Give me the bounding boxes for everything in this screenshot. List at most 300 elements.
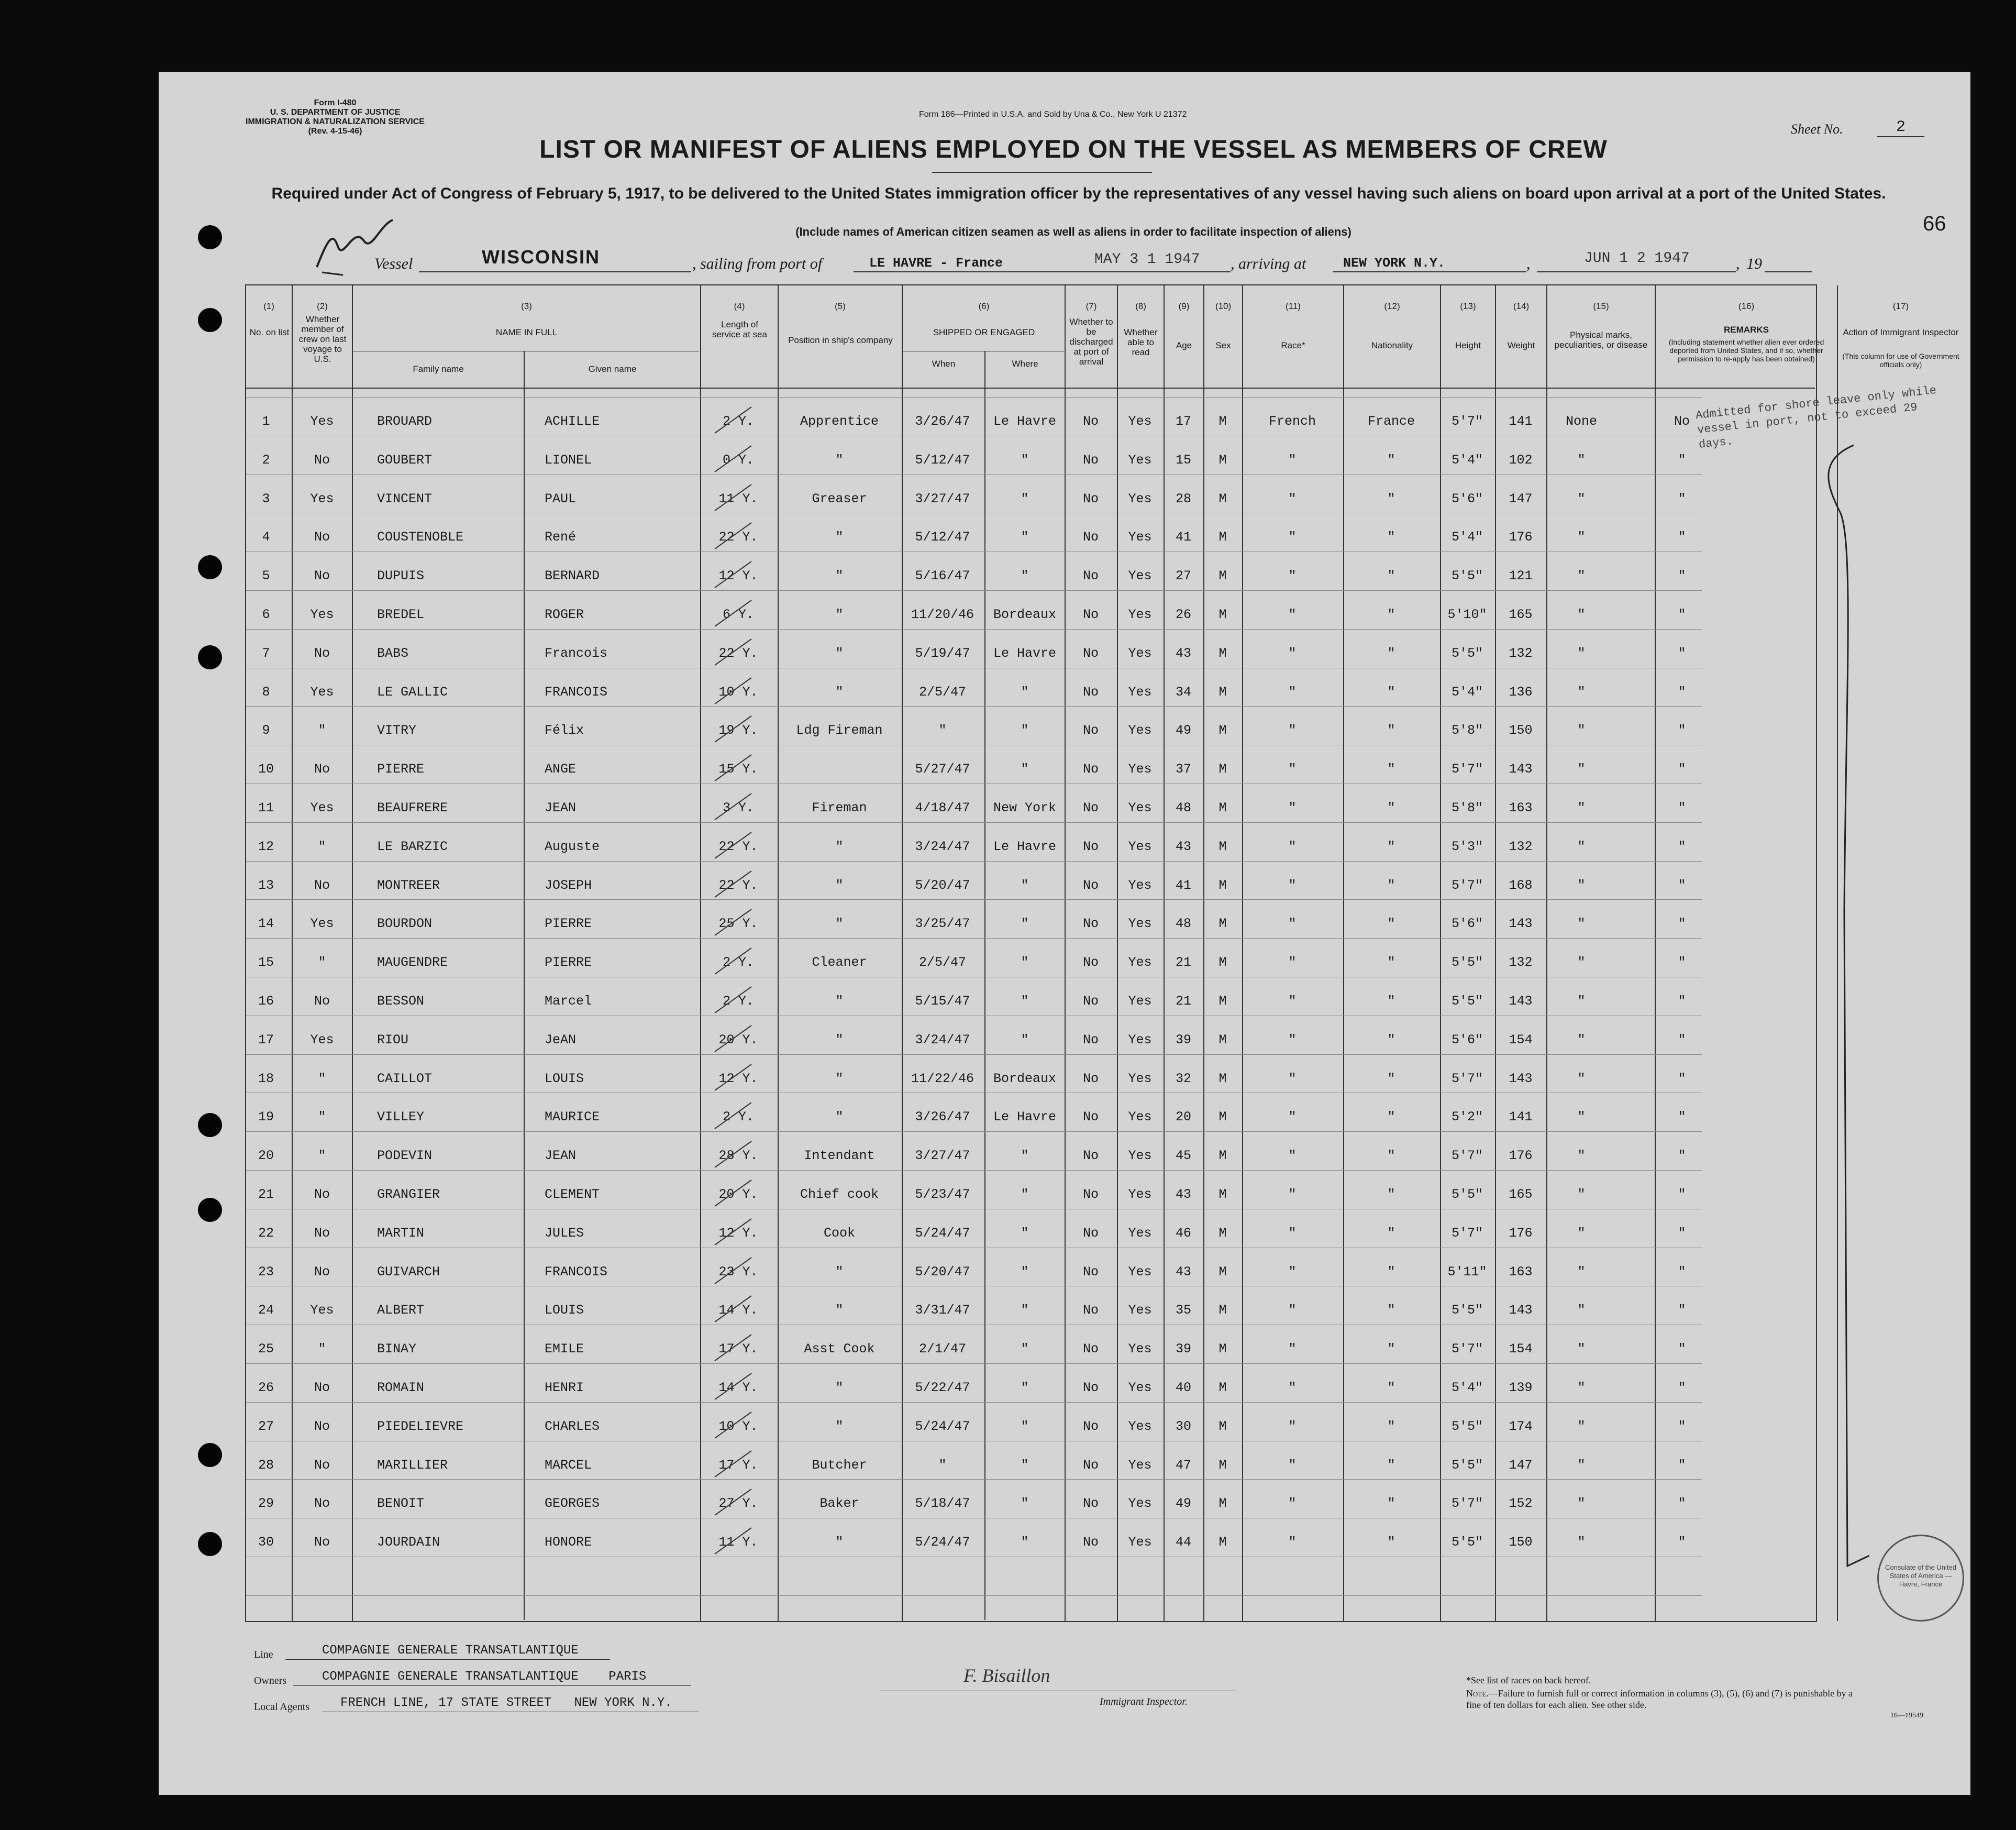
cell-position: Greaser xyxy=(812,491,867,506)
cell-discharged: No xyxy=(1082,1032,1099,1048)
cell-sex: M xyxy=(1219,568,1227,584)
cell-family-name: MONTREER xyxy=(377,877,440,893)
cell-discharged: No xyxy=(1082,1264,1099,1280)
cell-remarks: " xyxy=(1678,645,1686,661)
cell-position: " xyxy=(835,568,844,584)
cell-discharged: No xyxy=(1082,994,1099,1009)
cell-service-length: 20 Y. xyxy=(718,1032,758,1048)
col-1-num: (1) xyxy=(263,301,274,311)
col-6-header: SHIPPED OR ENGAGED xyxy=(933,327,1035,337)
cell-physical-marks: " xyxy=(1577,1032,1586,1048)
cell-can-read: Yes xyxy=(1128,414,1152,429)
cell-nationality: " xyxy=(1387,762,1395,777)
cell-remarks: " xyxy=(1678,1032,1686,1048)
cell-position: Fireman xyxy=(812,800,867,815)
cell-row-number: 29 xyxy=(258,1496,274,1512)
cell-sex: M xyxy=(1219,1341,1227,1357)
service: IMMIGRATION & NATURALIZATION SERVICE xyxy=(246,117,425,126)
cell-row-number: 30 xyxy=(258,1535,274,1550)
row-rule xyxy=(246,1402,1702,1403)
cell-nationality: " xyxy=(1387,568,1395,584)
cell-shipped-where: Le Havre xyxy=(993,645,1057,661)
cell-sex: M xyxy=(1219,955,1227,971)
cell-service-length: 2 Y. xyxy=(722,1109,754,1125)
cell-height: 5'2" xyxy=(1451,1109,1483,1125)
cell-race: " xyxy=(1288,1225,1297,1241)
cell-shipped-when: 5/24/47 xyxy=(915,1225,970,1241)
cell-remarks: " xyxy=(1678,955,1686,971)
row-rule xyxy=(246,397,1702,398)
cell-sex: M xyxy=(1219,762,1227,777)
cell-discharged: No xyxy=(1082,491,1099,506)
form-header-block xyxy=(220,98,450,136)
cell-given-name: LOUIS xyxy=(545,1071,584,1086)
cell-shipped-where: " xyxy=(1021,1418,1029,1434)
col-13-num: (13) xyxy=(1460,301,1476,311)
cell-physical-marks: " xyxy=(1577,1148,1586,1164)
cell-prev-voyage: " xyxy=(318,1341,326,1357)
cell-row-number: 17 xyxy=(258,1032,274,1048)
cell-weight: 165 xyxy=(1509,607,1533,622)
cell-remarks: " xyxy=(1678,568,1686,584)
col-11-num: (11) xyxy=(1286,301,1301,311)
cell-sex: M xyxy=(1219,1535,1227,1550)
cell-nationality: " xyxy=(1387,684,1395,700)
cell-prev-voyage: No xyxy=(314,1418,330,1434)
line-underline xyxy=(285,1659,610,1660)
cell-age: 30 xyxy=(1175,1418,1191,1434)
cell-row-number: 14 xyxy=(258,916,274,932)
cell-remarks: " xyxy=(1678,1457,1686,1473)
penalty-note xyxy=(1466,1688,1864,1711)
cell-age: 20 xyxy=(1175,1109,1191,1125)
cell-given-name: BERNARD xyxy=(545,568,600,584)
service-check-mark xyxy=(712,404,754,436)
cell-discharged: No xyxy=(1082,1225,1099,1241)
cell-height: 5'6" xyxy=(1451,1032,1483,1048)
cell-given-name: Auguste xyxy=(545,839,600,854)
cell-row-number: 8 xyxy=(262,684,270,700)
cell-given-name: PIERRE xyxy=(545,955,592,971)
comma: , xyxy=(1736,255,1740,272)
cell-service-length: 22 Y. xyxy=(718,839,758,854)
cell-shipped-when: 5/22/47 xyxy=(915,1380,970,1395)
cell-given-name: ACHILLE xyxy=(545,414,600,429)
cell-shipped-when: 2/5/47 xyxy=(918,955,966,971)
cell-physical-marks: " xyxy=(1577,1496,1586,1512)
cell-can-read: Yes xyxy=(1128,839,1152,854)
cell-age: 41 xyxy=(1175,530,1191,545)
col-5-header: Position in ship's company xyxy=(788,335,893,345)
cell-can-read: Yes xyxy=(1128,916,1152,932)
col-16-header: REMARKS xyxy=(1724,325,1769,335)
cell-family-name: BEAUFRERE xyxy=(377,800,448,815)
cell-family-name: VILLEY xyxy=(377,1109,425,1125)
cell-race: " xyxy=(1288,684,1297,700)
col-17-note: (This column for use of Government officials only) xyxy=(1842,352,1959,369)
cell-shipped-where: " xyxy=(1021,1496,1029,1512)
row-rule xyxy=(246,899,1702,900)
cell-service-length: 15 Y. xyxy=(718,762,758,777)
service-check-mark xyxy=(712,945,754,977)
cell-can-read: Yes xyxy=(1128,1535,1152,1550)
cell-prev-voyage: No xyxy=(314,1264,330,1280)
cell-family-name: RIOU xyxy=(377,1032,409,1048)
cell-shipped-where: " xyxy=(1021,1303,1029,1318)
cell-height: 5'5" xyxy=(1451,994,1483,1009)
cell-can-read: Yes xyxy=(1128,684,1152,700)
cell-sex: M xyxy=(1219,1264,1227,1280)
cell-race: " xyxy=(1288,1148,1297,1164)
cell-can-read: Yes xyxy=(1128,568,1152,584)
service-check-mark xyxy=(712,482,754,513)
cell-prev-voyage: No xyxy=(314,1457,330,1473)
cell-shipped-where: " xyxy=(1021,723,1029,738)
seal-text: Consulate of the United States of America — Havre, France xyxy=(1885,1563,1956,1588)
cell-discharged: No xyxy=(1082,1341,1099,1357)
cell-prev-voyage: No xyxy=(314,1496,330,1512)
cell-shipped-where: " xyxy=(1021,994,1029,1009)
cell-family-name: BINAY xyxy=(377,1341,417,1357)
cell-weight: 102 xyxy=(1509,452,1533,468)
form-number: Form I-480 xyxy=(314,98,357,107)
cell-row-number: 15 xyxy=(258,955,274,971)
cell-prev-voyage: No xyxy=(314,452,330,468)
cell-height: 5'7" xyxy=(1451,1071,1483,1086)
service-check-mark xyxy=(712,1371,754,1402)
cell-shipped-when: 5/19/47 xyxy=(915,645,970,661)
cell-age: 49 xyxy=(1175,723,1191,738)
cell-prev-voyage: Yes xyxy=(310,1032,334,1048)
cell-height: 5'10" xyxy=(1447,607,1487,622)
cell-position: Apprentice xyxy=(800,414,879,429)
cell-row-number: 16 xyxy=(258,994,274,1009)
cell-age: 39 xyxy=(1175,1341,1191,1357)
cell-height: 5'3" xyxy=(1451,839,1483,854)
cell-sex: M xyxy=(1219,1148,1227,1164)
cell-race: " xyxy=(1288,1535,1297,1550)
cell-physical-marks: " xyxy=(1577,607,1586,622)
cell-remarks: " xyxy=(1678,762,1686,777)
cell-position: " xyxy=(835,994,844,1009)
cell-physical-marks: " xyxy=(1577,645,1586,661)
service-check-mark xyxy=(712,1255,754,1286)
owners-underline xyxy=(293,1685,691,1686)
cell-nationality: " xyxy=(1387,1032,1395,1048)
service-check-mark xyxy=(712,1023,754,1054)
cell-height: 5'6" xyxy=(1451,491,1483,506)
cell-height: 5'5" xyxy=(1451,568,1483,584)
cell-nationality: " xyxy=(1387,1109,1395,1125)
cell-can-read: Yes xyxy=(1128,1380,1152,1395)
cell-height: 5'7" xyxy=(1451,1496,1483,1512)
agents-value: FRENCH LINE, 17 STATE STREET NEW YORK N.Y. xyxy=(340,1696,672,1710)
cell-can-read: Yes xyxy=(1128,1457,1152,1473)
cell-nationality: " xyxy=(1387,955,1395,971)
cell-family-name: PODEVIN xyxy=(377,1148,433,1164)
cell-age: 21 xyxy=(1175,955,1191,971)
cell-age: 47 xyxy=(1175,1457,1191,1473)
cell-physical-marks: " xyxy=(1577,723,1586,738)
cell-remarks: " xyxy=(1678,530,1686,545)
sail-date-stamp: MAY 3 1 1947 xyxy=(1094,251,1200,268)
cell-family-name: CAILLOT xyxy=(377,1071,433,1086)
service-check-mark xyxy=(712,868,754,900)
cell-sex: M xyxy=(1219,1457,1227,1473)
cell-shipped-when: 5/27/47 xyxy=(915,762,970,777)
year-prefix: 19 xyxy=(1746,255,1762,272)
cell-sex: M xyxy=(1219,723,1227,738)
cell-sex: M xyxy=(1219,530,1227,545)
row-rule xyxy=(246,1595,1702,1596)
cell-row-number: 7 xyxy=(262,645,270,661)
page-mark: 66 xyxy=(1923,212,1946,235)
cell-shipped-when: 5/18/47 xyxy=(915,1496,970,1512)
note-text: —Failure to furnish full or correct information in columns (3), (5), (6) and (7) is punishable by a fine of ten dollars for each alien. See other side. xyxy=(1466,1688,1853,1710)
cell-nationality: " xyxy=(1387,491,1395,506)
cell-remarks: " xyxy=(1678,1535,1686,1550)
cell-shipped-where: " xyxy=(1021,955,1029,971)
cell-physical-marks: " xyxy=(1577,800,1586,815)
cell-age: 26 xyxy=(1175,607,1191,622)
cell-sex: M xyxy=(1219,1071,1227,1086)
cell-race: " xyxy=(1288,1418,1297,1434)
cell-can-read: Yes xyxy=(1128,955,1152,971)
cell-family-name: MARTIN xyxy=(377,1225,425,1241)
cell-shipped-where: Bordeaux xyxy=(993,1071,1057,1086)
col-9-header: Age xyxy=(1176,340,1192,350)
cell-age: 43 xyxy=(1175,1187,1191,1202)
service-check-mark xyxy=(712,636,754,668)
cell-row-number: 13 xyxy=(258,877,274,893)
cell-physical-marks: " xyxy=(1577,1109,1586,1125)
cell-race: " xyxy=(1288,955,1297,971)
row-rule xyxy=(246,1170,1702,1171)
cell-age: 32 xyxy=(1175,1071,1191,1086)
cell-service-length: 6 Y. xyxy=(722,607,754,622)
cell-height: 5'7" xyxy=(1451,1148,1483,1164)
cell-nationality: " xyxy=(1387,645,1395,661)
col-17-header: Action of Immigrant Inspector xyxy=(1843,327,1959,337)
cell-row-number: 26 xyxy=(258,1380,274,1395)
cell-can-read: Yes xyxy=(1128,1187,1152,1202)
cell-remarks: " xyxy=(1678,1341,1686,1357)
cell-shipped-where: " xyxy=(1021,1187,1029,1202)
cell-weight: 143 xyxy=(1509,762,1533,777)
cell-sex: M xyxy=(1219,414,1227,429)
cell-row-number: 11 xyxy=(258,800,274,815)
cell-prev-voyage: No xyxy=(314,1380,330,1395)
cell-nationality: " xyxy=(1387,916,1395,932)
cell-prev-voyage: " xyxy=(318,1071,326,1086)
col-9-num: (9) xyxy=(1178,301,1190,311)
cell-shipped-when: 3/24/47 xyxy=(915,1032,970,1048)
cell-weight: 132 xyxy=(1509,645,1533,661)
cell-family-name: BABS xyxy=(377,645,409,661)
cell-can-read: Yes xyxy=(1128,1071,1152,1086)
cell-race: " xyxy=(1288,1109,1297,1125)
cell-service-length: 25 Y. xyxy=(718,916,758,932)
cell-prev-voyage: Yes xyxy=(310,491,334,506)
cell-discharged: No xyxy=(1082,916,1099,932)
cell-height: 5'5" xyxy=(1451,1457,1483,1473)
cell-service-length: 10 Y. xyxy=(718,684,758,700)
cell-given-name: HONORE xyxy=(545,1535,592,1550)
col-8-num: (8) xyxy=(1135,301,1146,311)
cell-can-read: Yes xyxy=(1128,1109,1152,1125)
cell-race: " xyxy=(1288,1264,1297,1280)
cell-remarks: " xyxy=(1678,1071,1686,1086)
punch-hole xyxy=(198,225,222,249)
cell-sex: M xyxy=(1219,1418,1227,1434)
service-check-mark xyxy=(712,984,754,1016)
cell-prev-voyage: No xyxy=(314,762,330,777)
cell-given-name: CLEMENT xyxy=(545,1187,600,1202)
cell-nationality: " xyxy=(1387,1303,1395,1318)
cell-height: 5'6" xyxy=(1451,916,1483,932)
cell-weight: 168 xyxy=(1509,877,1533,893)
cell-can-read: Yes xyxy=(1128,1225,1152,1241)
cell-row-number: 1 xyxy=(262,414,270,429)
owners-value: COMPAGNIE GENERALE TRANSATLANTIQUE PARIS xyxy=(322,1670,647,1684)
cell-age: 17 xyxy=(1175,414,1191,429)
sailing-label: , sailing from port of xyxy=(692,255,823,272)
cell-shipped-where: Le Havre xyxy=(993,414,1057,429)
cell-physical-marks: " xyxy=(1577,1535,1586,1550)
cell-given-name: FRANCOIS xyxy=(545,1264,608,1280)
cell-row-number: 9 xyxy=(262,723,270,738)
cell-nationality: " xyxy=(1387,1457,1395,1473)
cell-remarks: " xyxy=(1678,684,1686,700)
cell-shipped-when: 5/24/47 xyxy=(915,1418,970,1434)
cell-age: 48 xyxy=(1175,800,1191,815)
col-7-num: (7) xyxy=(1085,301,1097,311)
cell-age: 39 xyxy=(1175,1032,1191,1048)
cell-nationality: " xyxy=(1387,1264,1395,1280)
cell-race: " xyxy=(1288,607,1297,622)
cell-nationality: " xyxy=(1387,839,1395,854)
cell-position: " xyxy=(835,1109,844,1125)
line-value: COMPAGNIE GENERALE TRANSATLANTIQUE xyxy=(322,1644,579,1658)
cell-nationality: " xyxy=(1387,877,1395,893)
inspector-label: Immigrant Inspector. xyxy=(1100,1696,1188,1707)
cell-race: " xyxy=(1288,568,1297,584)
cell-physical-marks: " xyxy=(1577,1380,1586,1395)
cell-given-name: Marcel xyxy=(545,994,592,1009)
cell-shipped-when: 3/26/47 xyxy=(915,414,970,429)
cell-row-number: 19 xyxy=(258,1109,274,1125)
cell-position: " xyxy=(835,645,844,661)
col-8-header: Whether able to read xyxy=(1124,327,1158,357)
cell-prev-voyage: No xyxy=(314,994,330,1009)
cell-family-name: COUSTENOBLE xyxy=(377,530,464,545)
cell-sex: M xyxy=(1219,916,1227,932)
cell-given-name: Félix xyxy=(545,723,584,738)
cell-prev-voyage: " xyxy=(318,723,326,738)
line-label: Line xyxy=(254,1649,273,1660)
cell-given-name: HENRI xyxy=(545,1380,584,1395)
cell-shipped-when: " xyxy=(938,723,947,738)
cell-given-name: Francois xyxy=(545,645,608,661)
cell-age: 21 xyxy=(1175,994,1191,1009)
cell-race: " xyxy=(1288,491,1297,506)
cell-remarks: " xyxy=(1678,916,1686,932)
cell-weight: 152 xyxy=(1509,1496,1533,1512)
service-check-mark xyxy=(712,1448,754,1480)
subtitle: Required under Act of Congress of February 5, 1917, to be delivered to the United States immigration officer by the representatives of any vessel having such aliens on board upon arrival at a port of the United States. xyxy=(271,185,1886,202)
cell-weight: 147 xyxy=(1509,491,1533,506)
cell-service-length: 10 Y. xyxy=(718,1418,758,1434)
cell-given-name: MARCEL xyxy=(545,1457,592,1473)
cell-age: 40 xyxy=(1175,1380,1191,1395)
cell-discharged: No xyxy=(1082,1187,1099,1202)
arrive-date-stamp: JUN 1 2 1947 xyxy=(1584,250,1690,267)
cell-age: 34 xyxy=(1175,684,1191,700)
cell-discharged: No xyxy=(1082,568,1099,584)
cell-discharged: No xyxy=(1082,452,1099,468)
cell-discharged: No xyxy=(1082,723,1099,738)
cell-family-name: GUIVARCH xyxy=(377,1264,440,1280)
cell-height: 5'7" xyxy=(1451,762,1483,777)
cell-given-name: FRANCOIS xyxy=(545,684,608,700)
vessel-label: Vessel xyxy=(374,255,413,272)
col-12-num: (12) xyxy=(1384,301,1400,311)
cell-weight: 136 xyxy=(1509,684,1533,700)
cell-family-name: GOUBERT xyxy=(377,452,433,468)
cell-weight: 163 xyxy=(1509,800,1533,815)
cell-remarks: " xyxy=(1678,1225,1686,1241)
col-6a-header: When xyxy=(932,359,956,369)
cell-position: " xyxy=(835,1303,844,1318)
cell-physical-marks: " xyxy=(1577,1071,1586,1086)
agents-label: Local Agents xyxy=(254,1701,310,1713)
col-17-num: (17) xyxy=(1892,301,1909,311)
cell-can-read: Yes xyxy=(1128,530,1152,545)
cell-shipped-when: 3/26/47 xyxy=(915,1109,970,1125)
cell-family-name: LE BARZIC xyxy=(377,839,448,854)
cell-shipped-when: 5/20/47 xyxy=(915,877,970,893)
cell-given-name: MAURICE xyxy=(545,1109,600,1125)
cell-sex: M xyxy=(1219,452,1227,468)
cell-can-read: Yes xyxy=(1128,877,1152,893)
cell-weight: 163 xyxy=(1509,1264,1533,1280)
cell-physical-marks: " xyxy=(1577,568,1586,584)
cell-family-name: ROMAIN xyxy=(377,1380,425,1395)
cell-weight: 165 xyxy=(1509,1187,1533,1202)
cell-race: " xyxy=(1288,877,1297,893)
cell-family-name: JOURDAIN xyxy=(377,1535,440,1550)
sheet-number-label: Sheet No. xyxy=(1791,122,1843,137)
cell-can-read: Yes xyxy=(1128,1032,1152,1048)
cell-age: 43 xyxy=(1175,645,1191,661)
cell-sex: M xyxy=(1219,1380,1227,1395)
cell-age: 37 xyxy=(1175,762,1191,777)
cell-physical-marks: " xyxy=(1577,762,1586,777)
service-check-mark xyxy=(712,713,754,745)
cell-row-number: 22 xyxy=(258,1225,274,1241)
cell-sex: M xyxy=(1219,877,1227,893)
cell-physical-marks: " xyxy=(1577,916,1586,932)
cell-given-name: PAUL xyxy=(545,491,577,506)
col-3b-header: Given name xyxy=(588,364,637,374)
col-3a-header: Family name xyxy=(413,364,464,374)
cell-shipped-when: 3/31/47 xyxy=(915,1303,970,1318)
port-to-underline xyxy=(1333,271,1526,272)
service-check-mark xyxy=(712,1486,754,1518)
col-10-header: Sex xyxy=(1215,340,1231,350)
cell-given-name: EMILE xyxy=(545,1341,584,1357)
cell-age: 35 xyxy=(1175,1303,1191,1318)
